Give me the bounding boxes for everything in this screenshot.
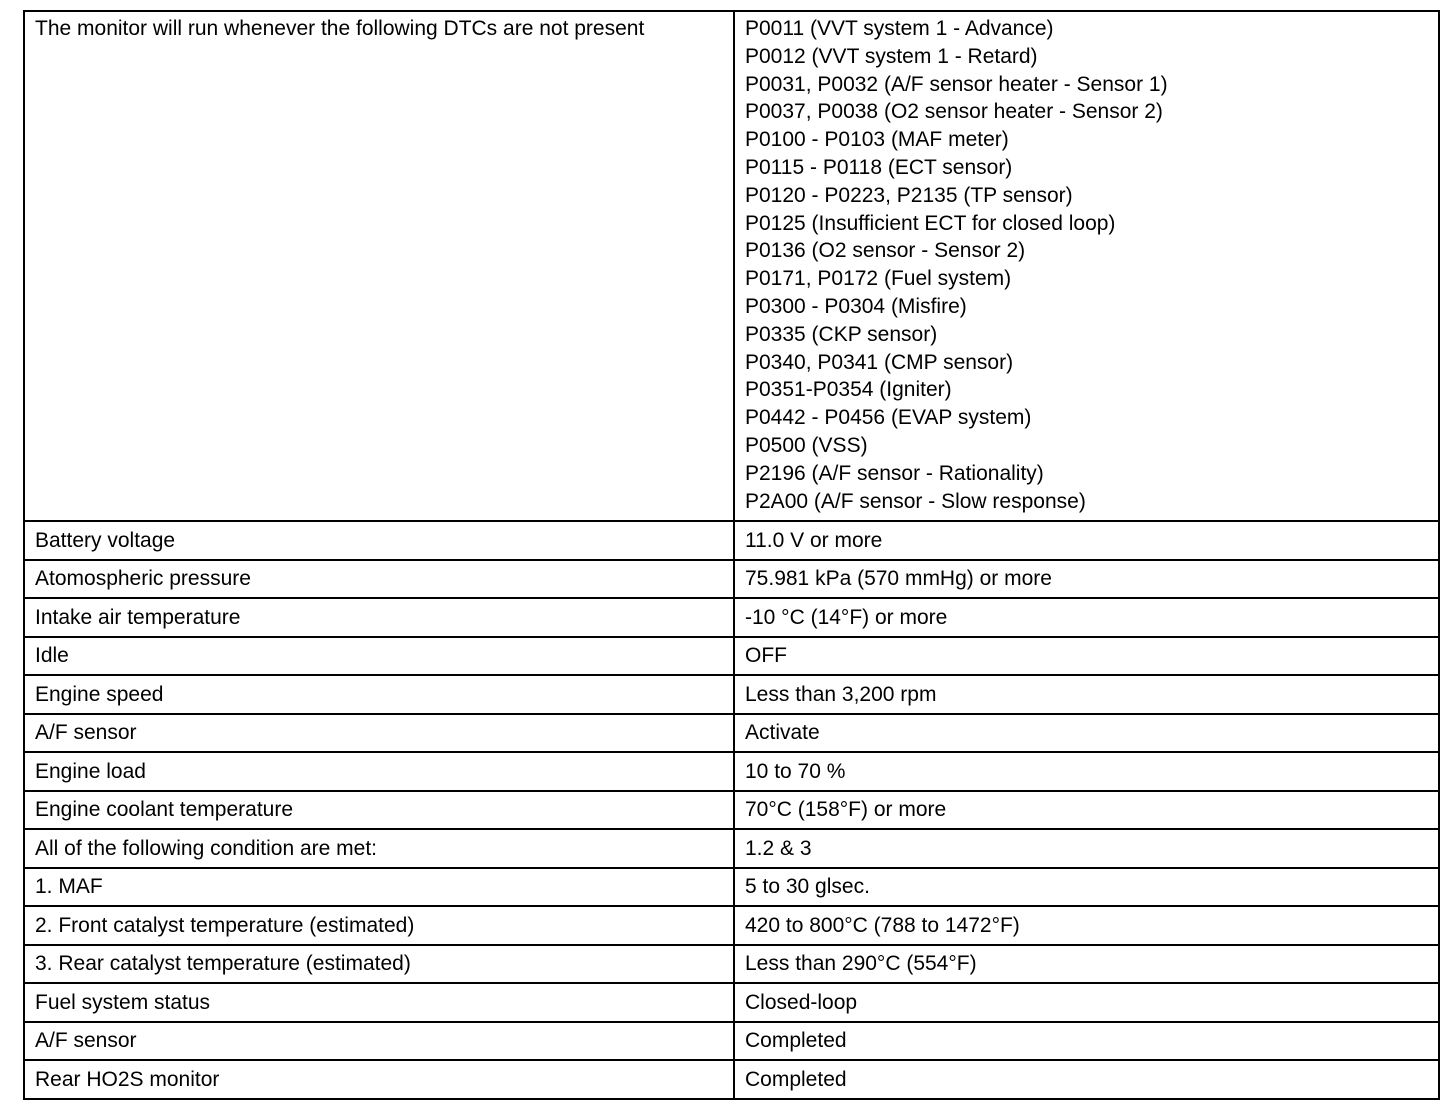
dtc-code: P0500 (VSS) xyxy=(745,433,868,457)
condition-label: 2. Front catalyst temperature (estimated) xyxy=(24,906,734,945)
condition-row-rear-ho2s-monitor xyxy=(24,1060,1439,1099)
dtc-code: P2196 (A/F sensor - Rationality) xyxy=(745,461,1044,485)
dtc-row xyxy=(24,11,1439,521)
condition-label: Intake air temperature xyxy=(24,598,734,637)
condition-label: A/F sensor xyxy=(24,1022,734,1061)
condition-label: Fuel system status xyxy=(24,983,734,1022)
monitor-conditions-table xyxy=(23,10,1440,1100)
condition-value: 11.0 V or more xyxy=(734,521,1439,560)
condition-value: -10 °C (14°F) or more xyxy=(734,598,1439,637)
condition-value: Completed xyxy=(734,1060,1439,1099)
dtc-code: P0012 (VVT system 1 - Retard) xyxy=(745,44,1038,68)
condition-label: A/F sensor xyxy=(24,714,734,753)
dtc-code: P0037, P0038 (O2 sensor heater - Sensor 2) xyxy=(745,100,1163,124)
dtc-code: P0100 - P0103 (MAF meter) xyxy=(745,128,1009,152)
dtc-code: P0340, P0341 (CMP sensor) xyxy=(745,350,1014,374)
dtc-code: P0171, P0172 (Fuel system) xyxy=(745,267,1012,291)
condition-row-intake-air-temperature xyxy=(24,598,1439,637)
condition-row-front-catalyst-temperature xyxy=(24,906,1439,945)
condition-value: 70°C (158°F) or more xyxy=(734,791,1439,830)
condition-label: Idle xyxy=(24,637,734,676)
dtc-code: P0120 - P0223, P2135 (TP sensor) xyxy=(745,183,1073,207)
condition-row-all-conditions xyxy=(24,829,1439,868)
condition-label: Engine load xyxy=(24,752,734,791)
dtc-label: The monitor will run whenever the following DTCs are not present xyxy=(24,11,734,521)
condition-row-engine-coolant-temperature xyxy=(24,791,1439,830)
condition-label: Battery voltage xyxy=(24,521,734,560)
condition-value: Less than 3,200 rpm xyxy=(734,675,1439,714)
condition-value: Activate xyxy=(734,714,1439,753)
condition-value: 5 to 30 glsec. xyxy=(734,868,1439,907)
condition-row-idle xyxy=(24,637,1439,676)
dtc-code: P2A00 (A/F sensor - Slow response) xyxy=(745,489,1086,513)
dtc-code: P0300 - P0304 (Misfire) xyxy=(745,294,967,318)
condition-row-af-sensor-completed xyxy=(24,1022,1439,1061)
condition-row-fuel-system-status xyxy=(24,983,1439,1022)
dtc-code: P0115 - P0118 (ECT sensor) xyxy=(745,155,1013,179)
dtc-code: P0011 (VVT system 1 - Advance) xyxy=(745,17,1054,40)
dtc-code: P0335 (CKP sensor) xyxy=(745,322,938,346)
condition-row-engine-load xyxy=(24,752,1439,791)
condition-row-engine-speed xyxy=(24,675,1439,714)
table-body xyxy=(24,11,1439,1099)
dtc-code: P0442 - P0456 (EVAP system) xyxy=(745,406,1032,430)
dtc-code: P0125 (Insufficient ECT for closed loop) xyxy=(745,211,1116,235)
dtc-list xyxy=(734,11,1439,521)
condition-label: Engine speed xyxy=(24,675,734,714)
condition-label: 1. MAF xyxy=(24,868,734,907)
condition-row-maf xyxy=(24,868,1439,907)
dtc-code: P0351-P0354 (Igniter) xyxy=(745,378,952,402)
condition-label: 3. Rear catalyst temperature (estimated) xyxy=(24,945,734,984)
dtc-code: P0031, P0032 (A/F sensor heater - Sensor 1) xyxy=(745,72,1168,96)
dtc-code: P0136 (O2 sensor - Sensor 2) xyxy=(745,239,1026,263)
condition-value: Less than 290°C (554°F) xyxy=(734,945,1439,984)
condition-label: Rear HO2S monitor xyxy=(24,1060,734,1099)
condition-value: 10 to 70 % xyxy=(734,752,1439,791)
condition-label: Atomospheric pressure xyxy=(24,560,734,599)
condition-row-rear-catalyst-temperature xyxy=(24,945,1439,984)
condition-value: Completed xyxy=(734,1022,1439,1061)
condition-value: 1.2 & 3 xyxy=(734,829,1439,868)
condition-value: OFF xyxy=(734,637,1439,676)
condition-value: 75.981 kPa (570 mmHg) or more xyxy=(734,560,1439,599)
condition-label: Engine coolant temperature xyxy=(24,791,734,830)
condition-label: All of the following condition are met: xyxy=(24,829,734,868)
condition-value: Closed-loop xyxy=(734,983,1439,1022)
condition-row-af-sensor xyxy=(24,714,1439,753)
condition-row-battery-voltage xyxy=(24,521,1439,560)
condition-row-atmospheric-pressure xyxy=(24,560,1439,599)
condition-value: 420 to 800°C (788 to 1472°F) xyxy=(734,906,1439,945)
